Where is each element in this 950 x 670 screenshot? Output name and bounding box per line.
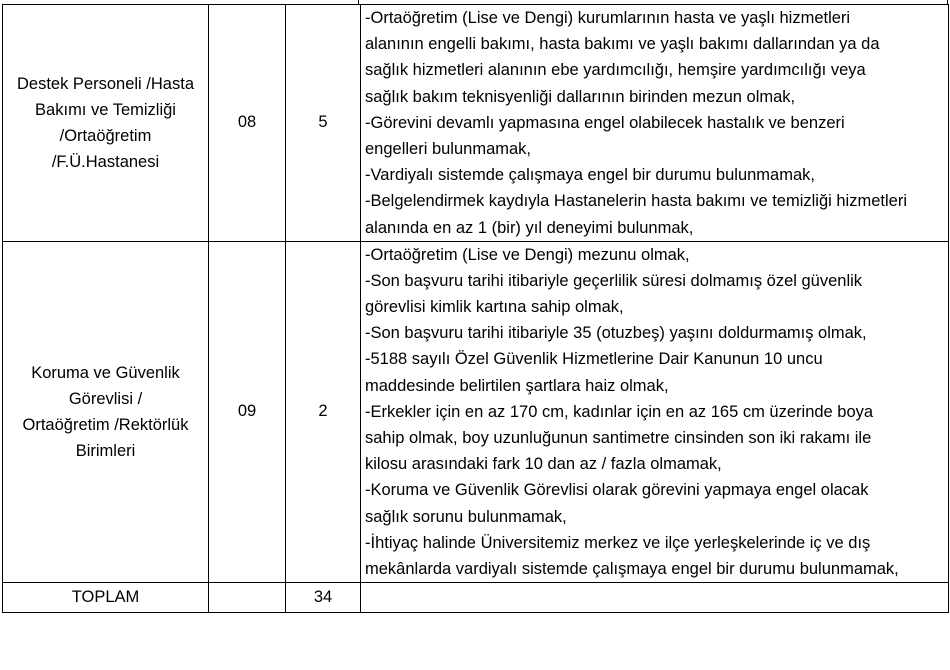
requirements-cell: -Ortaöğretim (Lise ve Dengi) kurumlarının hasta ve yaşlı hizmetleri alanının engelli bakımı, hasta bakımı ve yaşlı bakımı dallarından ya da sağlık hizmetleri alanının ebe yardımcılığı, hemşire yardımcılığı veya sağlık bakım teknisyenliği dallarının birinden mezun olmak, -Görevini devamlı yapmasına engel olabilecek hastalık ve benzeri engelleri bulunmamak, -Vardiyalı sistemde çalışmaya engel bir durumu bulunmamak, -Belgelendirmek kaydıyla Hastanelerin hasta bakımı ve temizliği hizmetleri alanında en az 1 (bir) yıl deneyimi bulunmak, <box>361 5 949 242</box>
requirements-cell: -Ortaöğretim (Lise ve Dengi) mezunu olmak, -Son başvuru tarihi itibariyle geçerlilik süresi dolmamış özel güvenlik görevlisi kimlik kartına sahip olmak, -Son başvuru tarihi itibariyle 35 (otuzbeş) yaşını doldurmamış olmak, -5188 sayılı Özel Güvenlik Hizmetlerine Dair Kanunun 10 uncu maddesinde belirtilen şartlara haiz olmak, -Erkekler için en az 170 cm, kadınlar için en az 165 cm üzerinde boya sahip olmak, boy uzunluğunun santimetre cinsinden son iki rakamı ile kilosu arasındaki fark 10 dan az / fazla olmamak, -Koruma ve Güvenlik Görevlisi olarak görevini yapmaya engel olacak sağlık sorunu bulunmamak, -İhtiyaç halinde Üniversitemiz merkez ve ilçe yerleşkelerinde iç ve dış mekânlarda vardiyalı sistemde çalışmaya engel bir durumu bulunmamak, <box>361 241 949 582</box>
total-row <box>3 583 949 613</box>
count-cell: 5 <box>286 5 361 242</box>
table-row <box>3 5 949 242</box>
total-requirements-empty <box>361 583 949 613</box>
position-cell: Destek Personeli /Hasta Bakımı ve Temizliği /Ortaöğretim /F.Ü.Hastanesi <box>3 5 209 242</box>
total-code-empty <box>209 583 286 613</box>
code-cell: 08 <box>209 5 286 242</box>
total-label: TOPLAM <box>3 583 209 613</box>
position-cell: Koruma ve Güvenlik Görevlisi / Ortaöğretim /Rektörlük Birimleri <box>3 241 209 582</box>
staff-requirements-table <box>2 4 949 613</box>
count-cell: 2 <box>286 241 361 582</box>
table-row <box>3 241 949 582</box>
total-count: 34 <box>286 583 361 613</box>
code-cell: 09 <box>209 241 286 582</box>
